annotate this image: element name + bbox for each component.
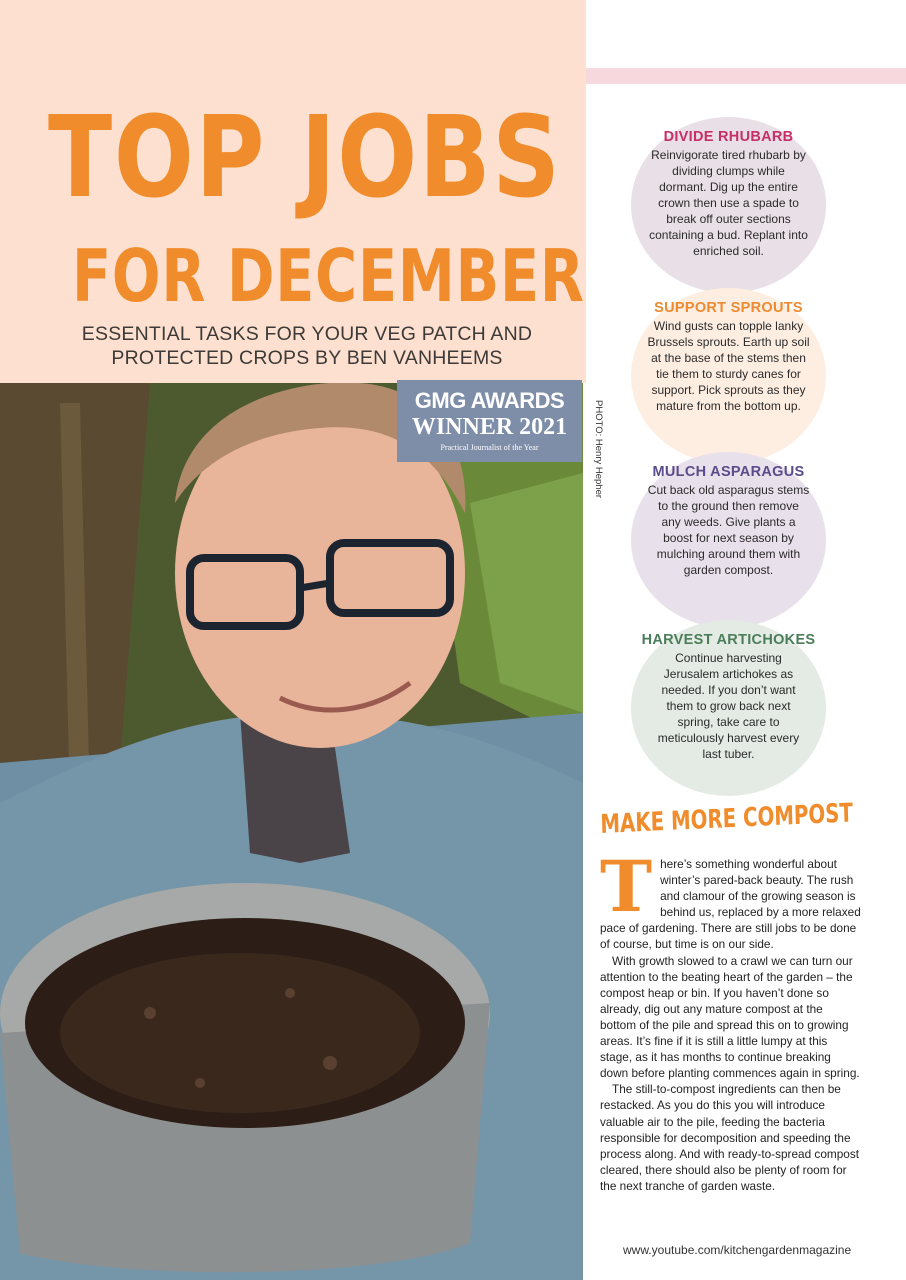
task-harvest-artichokes xyxy=(631,620,826,796)
award-winner: WINNER 2021 xyxy=(411,414,568,440)
task-title: HARVEST ARTICHOKES xyxy=(641,632,816,648)
task-title: DIVIDE RHUBARB xyxy=(663,129,794,145)
paragraph: here’s something wonderful about winter’s pared-back beauty. The rush and clamour of the growing season is behind us, replaced by a more relaxed pace of gardening. There are still jobs to be done of course, but time is on our side. xyxy=(600,857,861,952)
page-title-secondary: FOR DECEMBER xyxy=(72,234,585,318)
paragraph: The still-to-compost ingredients can then be restacked. As you do this you will introduce valuable air to the pile, feeding the bacteria responsible for decomposition and speeding the process along. And with ready-to-spread compost cleared, there should also be plenty of room for the next tranche of garden waste. xyxy=(600,1082,860,1193)
task-text: Continue harvesting Jerusalem artichokes as needed. If you don’t want them to grow back next spring, take care to meticulously harvest every last tuber. xyxy=(657,651,800,761)
award-badge xyxy=(397,380,582,462)
drop-cap: T xyxy=(600,845,653,928)
task-title: MULCH ASPARAGUS xyxy=(652,464,805,480)
task-text: Reinvigorate tired rhubarb by dividing clumps while dormant. Dig up the entire crown then use a spade to break off outer sections containing a bud. Replant into enriched soil. xyxy=(649,148,808,258)
task-text: Cut back old asparagus stems to the ground then remove any weeds. Give plants a boost for next season by mulching around them with garden compost. xyxy=(647,483,810,577)
task-text: Wind gusts can topple lanky Brussels sprouts. Earth up soil at the base of the stems then tie them to sturdy canes for support. Pick sprouts as they mature from the bottom up. xyxy=(647,319,810,413)
award-category: Practical Journalist of the Year xyxy=(440,443,539,452)
page-title: TOP JOBS xyxy=(48,93,562,223)
author-photo xyxy=(0,383,583,1280)
task-divide-rhubarb xyxy=(631,117,826,293)
photo-credit: PHOTO: Henry Hepher xyxy=(593,400,604,499)
task-title: SUPPORT SPROUTS xyxy=(654,300,803,316)
section-heading: MAKE MORE COMPOST xyxy=(600,798,854,840)
award-title: GMG AWARDS xyxy=(414,388,565,413)
task-support-sprouts xyxy=(631,288,826,464)
paragraph: With growth slowed to a crawl we can turn our attention to the beating heart of the garden – the compost heap or bin. If you haven’t done so already, dig out any mature compost at the bottom of the pile and spread this on to growing areas. It’s fine if it is still a little lumpy at this stage, as it has months to continue breaking down before planting commences again in spring. xyxy=(600,953,860,1081)
page-subtitle: ESSENTIAL TASKS FOR YOUR VEG PATCH AND PROTECTED CROPS BY BEN VANHEEMS xyxy=(81,323,533,369)
task-mulch-asparagus xyxy=(631,452,826,628)
article-body xyxy=(600,845,862,1194)
decorative-bar xyxy=(586,68,906,84)
footer-url: www.youtube.com/kitchengardenmagazine xyxy=(623,1243,852,1257)
